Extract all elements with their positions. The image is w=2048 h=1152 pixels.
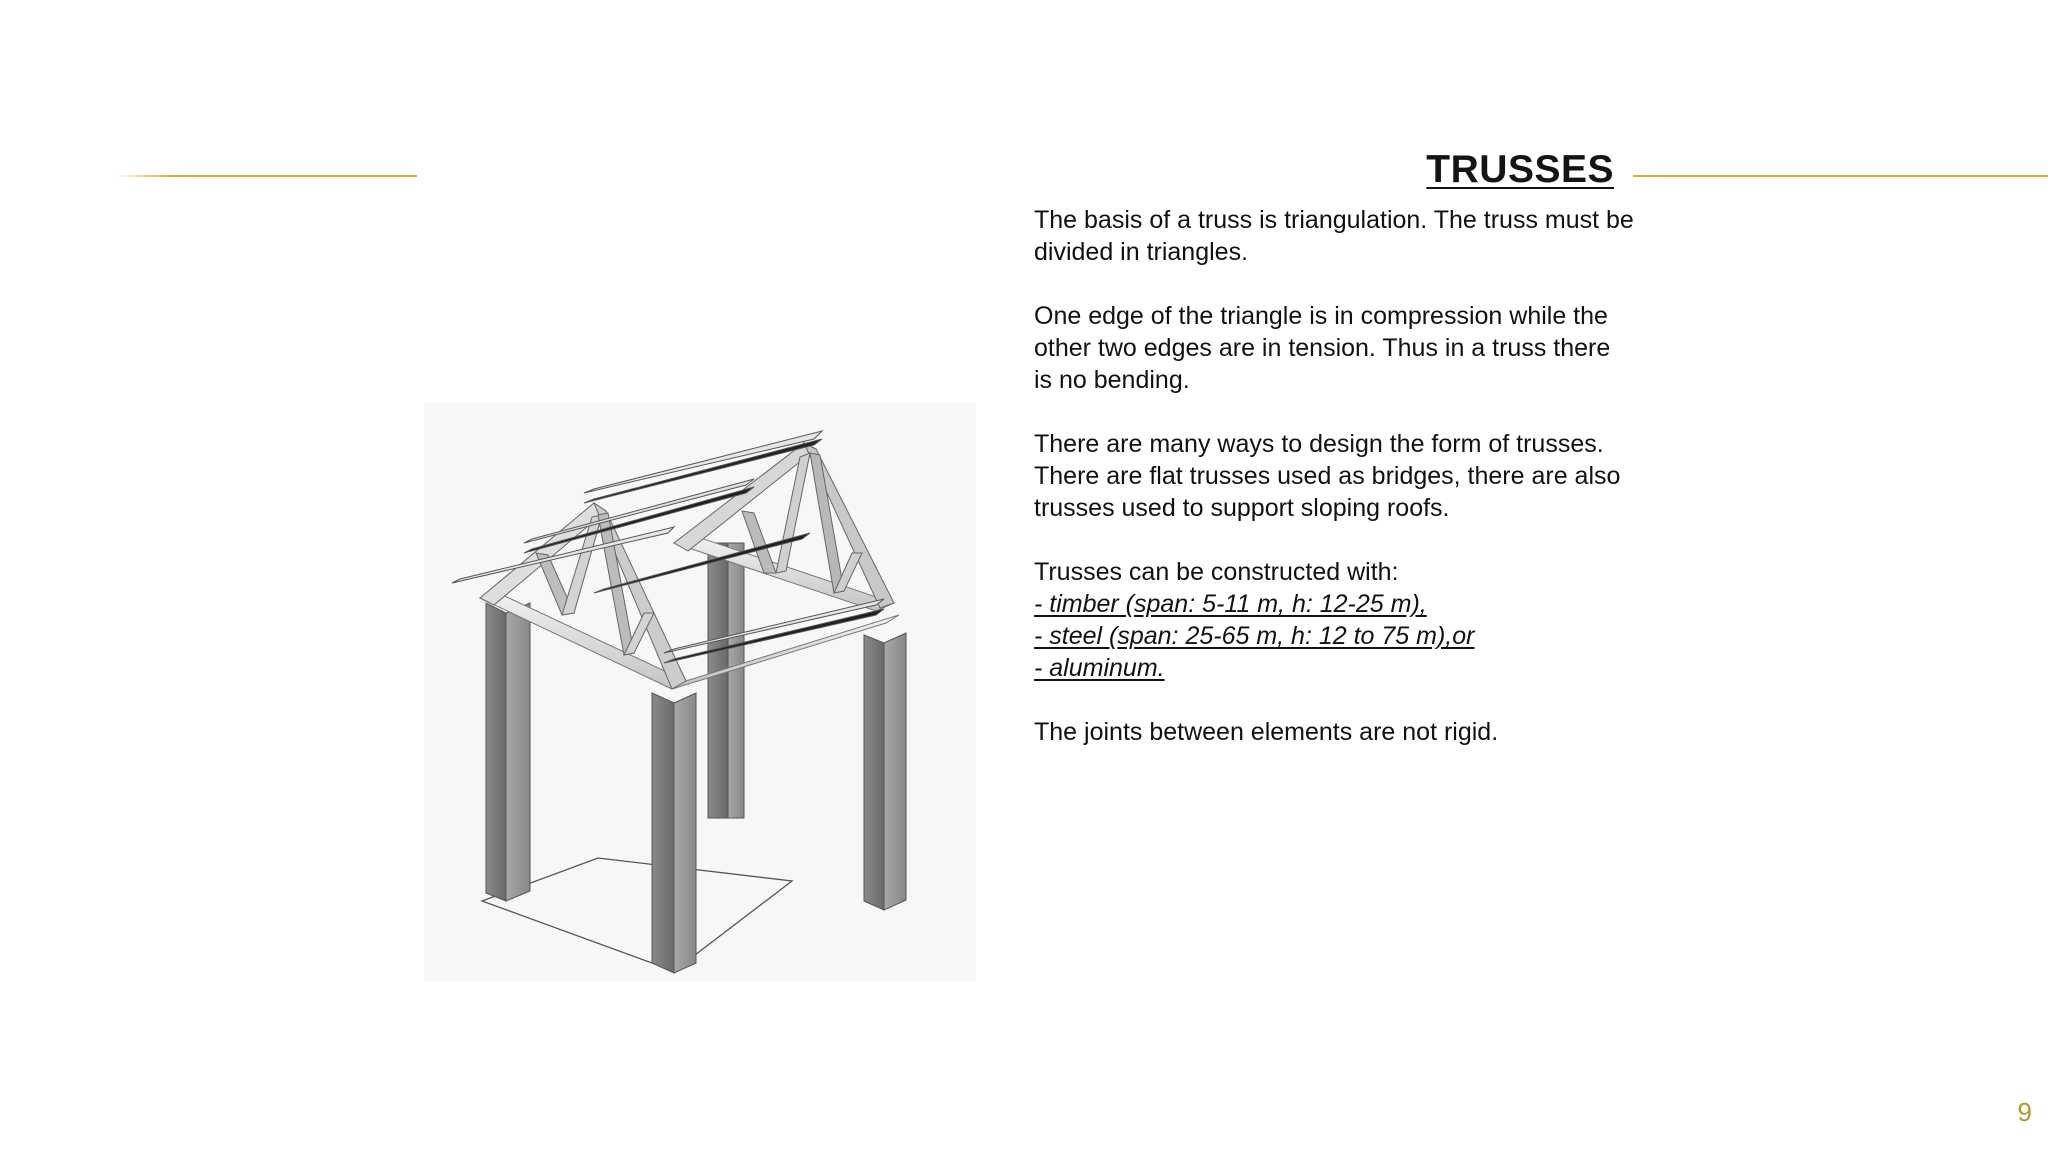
paragraph-triangulation: The basis of a truss is triangulation. The truss must be divided in triangles. (1034, 206, 1634, 266)
material-aluminum: - aluminum. (1034, 654, 1165, 682)
truss-diagram-svg (424, 403, 976, 981)
back-posts (708, 543, 744, 818)
paragraph-truss-forms: There are many ways to design the form of trusses. There are flat trusses used as bridges, there are also trusses used to support sloping roofs. (1034, 430, 1621, 522)
truss-roof-illustration (424, 403, 976, 981)
materials-block (1034, 556, 1634, 684)
front-post (652, 693, 696, 973)
right-post (864, 633, 906, 910)
material-steel: - steel (span: 25-65 m, h: 12 to 75 m),or (1034, 622, 1475, 650)
paragraph-compression-tension: One edge of the triangle is in compression while the other two edges are in tension. Thus in a truss there is no bending. (1034, 302, 1611, 394)
left-post (486, 603, 530, 901)
materials-intro: Trusses can be constructed with: (1034, 558, 1399, 586)
back-truss (674, 443, 894, 608)
decorative-rule-right (1633, 175, 2048, 177)
paragraph-joints: The joints between elements are not rigid. (1034, 718, 1499, 746)
body-text (1034, 204, 1634, 780)
page-number: 9 (2017, 1097, 2032, 1127)
decorative-rule-left (115, 175, 417, 177)
material-timber: - timber (span: 5-11 m, h: 12-25 m), (1034, 590, 1427, 618)
slide-title: TRUSSES (1426, 148, 1614, 191)
